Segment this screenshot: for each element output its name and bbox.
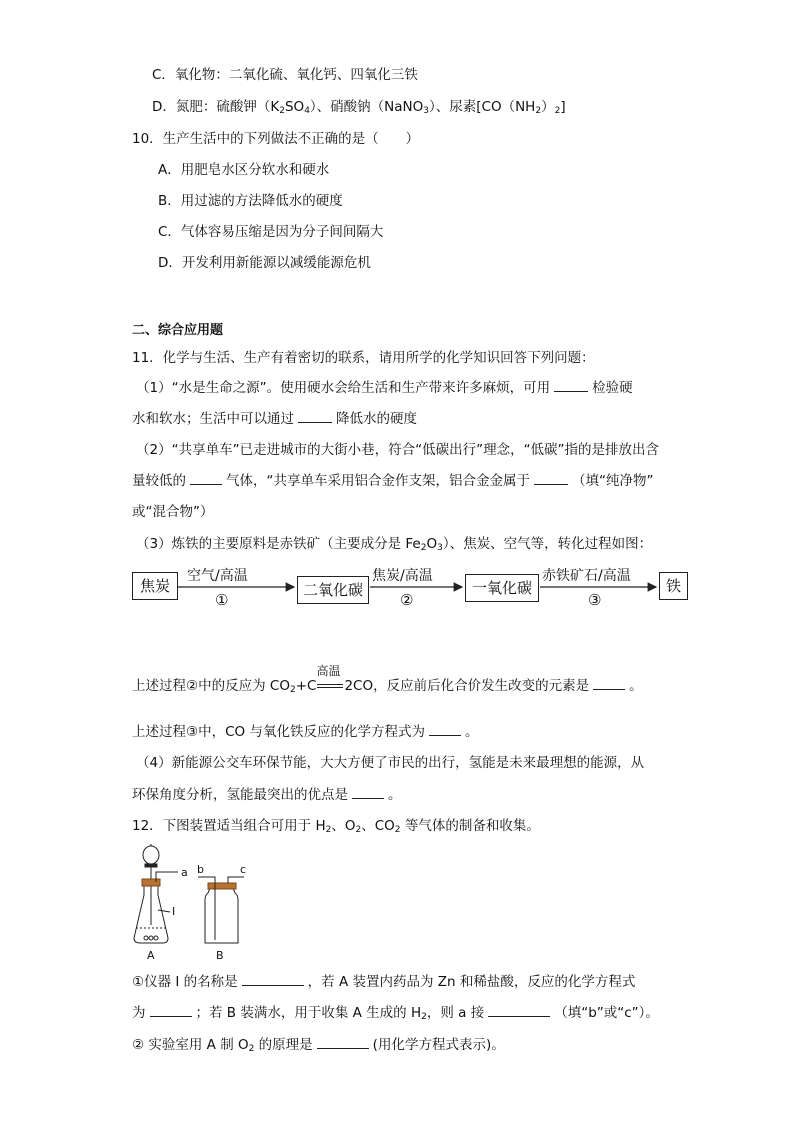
q11-part4-line1: （4）新能源公交车环保节能，大大方便了市民的出行，氢能是未来最理想的能源，从 xyxy=(136,755,645,771)
q11-reaction2-line: 上述过程②中的反应为 $CO_2+C$ 高温 2CO，反应前后化合价发生改变的元素是 。 xyxy=(132,664,643,695)
reaction-condition: 高温 xyxy=(316,676,344,696)
label-instrument-i: I xyxy=(172,905,176,918)
q11-part2-line3: 或“混合物”） xyxy=(132,504,214,520)
flow-arrow1-label: 空气/高温 xyxy=(187,568,248,584)
apparatus-a xyxy=(134,844,178,943)
flow-box-co: 一氧化碳 xyxy=(465,574,539,602)
q9-option-c: C．氧化物：二氧化硫、氧化钙、四氧化三铁 xyxy=(152,67,418,83)
flow-step1-number: ① xyxy=(215,591,229,609)
q11-part2-line2: 量较低的 气体，“共享单车采用铝合金作支架，铝合金金属于 （填“纯净物” xyxy=(132,473,654,489)
q9-option-d: D．氮肥：硫酸钾$(K_2SO_4)$、硝酸钠（NaNO$_3$）、尿素$[CO(NH_2)_2]$ xyxy=(152,99,566,116)
q11-part1-line1: （1）“水是生命之源”。使用硬水会给生活和生产带来许多麻烦，可用 检验硬 xyxy=(136,380,633,396)
q11-part1-line2: 水和软水；生活中可以通过 降低水的硬度 xyxy=(132,411,417,427)
q10-option-d: D．开发利用新能源以减缓能源危机 xyxy=(158,255,371,271)
q11-part3-line1: （3）炼铁的主要原料是赤铁矿（主要成分是 $Fe_2O_3$）、焦炭、空气等，转化过程如图： xyxy=(136,536,653,553)
flow-box-coke: 焦炭 xyxy=(132,572,178,600)
q12-sub1-line2: 为 ；若 B 装满水，用于收集 A 生成的 $H_2$，则 a 接 （填“b”或“c”）。 xyxy=(132,1005,659,1022)
label-apparatus-b: B xyxy=(216,949,224,962)
q11-part4-line2: 环保角度分析，氢能最突出的优点是 。 xyxy=(132,787,402,803)
flow-arrow2-label: 焦炭/高温 xyxy=(372,568,433,584)
answer-blank[interactable] xyxy=(242,972,304,986)
label-a-port: a xyxy=(181,866,188,879)
answer-blank[interactable] xyxy=(150,1003,192,1017)
q10-option-a: A．用肥皂水区分软水和硬水 xyxy=(158,162,330,178)
flow-step2-number: ② xyxy=(400,591,414,609)
q10-option-b: B．用过滤的方法降低水的硬度 xyxy=(158,193,343,209)
label-b-port: b xyxy=(197,863,204,876)
section-title: 二、综合应用题 xyxy=(132,323,224,338)
flow-arrow3-label: 赤铁矿石/高温 xyxy=(542,568,631,584)
q12-sub1-line1: ①仪器 I 的名称是 ，若 A 装置内药品为 Zn 和稀盐酸，反应的化学方程式 xyxy=(132,974,636,990)
apparatus-b xyxy=(198,877,244,943)
label-apparatus-a: A xyxy=(147,949,155,962)
flow-box-co2: 二氧化碳 xyxy=(297,576,369,604)
q11-part2-line1: （2）“共享单车”已走进城市的大街小巷，符合“低碳出行”理念，“低碳”指的是排放出含 xyxy=(136,442,660,458)
answer-blank[interactable] xyxy=(488,1003,550,1017)
q11-reaction3-line: 上述过程③中，CO 与氧化铁反应的化学方程式为 。 xyxy=(132,724,479,740)
flow-step3-number: ③ xyxy=(588,591,602,609)
q10-option-c: C．气体容易压缩是因为分子间间隔大 xyxy=(158,224,384,240)
flow-box-iron: 铁 xyxy=(659,572,688,600)
label-c-port: c xyxy=(240,863,247,876)
q12-sub2-line: ② 实验室用 A 制 $O_2$ 的原理是 (用化学方程式表示)。 xyxy=(132,1037,505,1054)
q12-stem: 12．下图装置适当组合可用于 $H_2$、$O_2$、$CO_2$ 等气体的制备和收集。 xyxy=(132,818,540,835)
q10-stem: 10．生产生活中的下列做法不正确的是（ ） xyxy=(132,131,420,147)
q11-stem: 11．化学与生活、生产有着密切的联系，请用所学的化学知识回答下列问题： xyxy=(132,350,595,366)
answer-blank[interactable] xyxy=(317,1035,369,1049)
